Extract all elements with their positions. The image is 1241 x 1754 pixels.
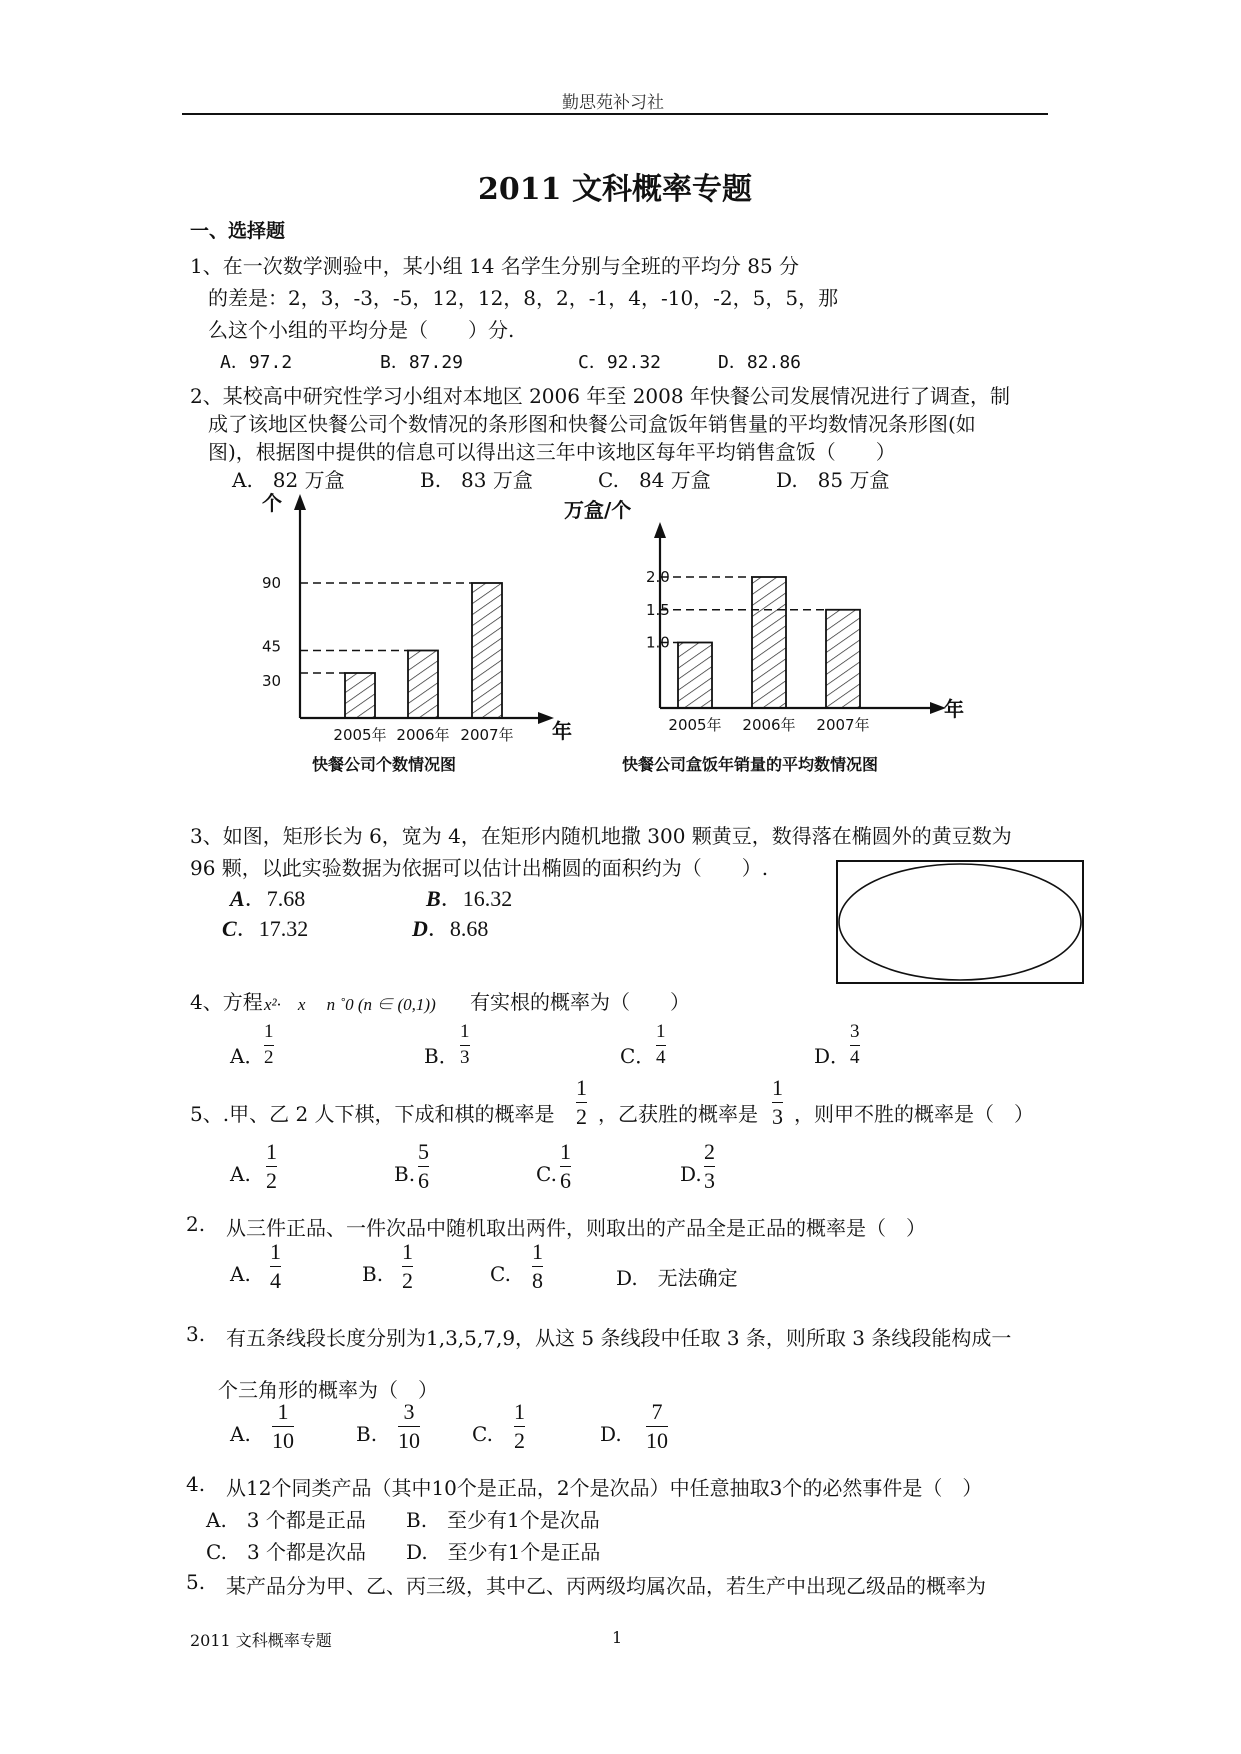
q6-option-a-fraction: 1 4 (270, 1239, 281, 1294)
q7-option-d-label: D. (600, 1422, 622, 1446)
chart-lunchbox-sales (564, 498, 964, 774)
q2-option-a: A. 82 万盒 (232, 468, 345, 492)
q5-part1: 5、.甲、乙 2 人下棋，下成和棋的概率是 (190, 1102, 555, 1126)
y-axis-label: 个 (262, 491, 282, 515)
q7-option-b-fraction: 3 10 (398, 1399, 420, 1454)
q4-option-b-fraction: 1 3 (460, 1021, 470, 1068)
rectangle-ellipse-figure (836, 860, 1086, 986)
q9-text: 某产品分为甲、乙、丙三级，其中乙、丙两级均属次品，若生产中出现乙级品的概率为 (226, 1574, 986, 1598)
q8-option-d: D. 至少有1个是正品 (406, 1540, 601, 1564)
q7-number: 3. (186, 1322, 206, 1346)
q5-part3: ，则甲不胜的概率是（ ） (794, 1102, 1034, 1126)
q6-text: 从三件正品、一件次品中随机取出两件，则取出的产品全是正品的概率是（ ） (226, 1216, 926, 1240)
q3-option-a: A．7.68 (230, 886, 306, 911)
q7-line2: 个三角形的概率为（ ） (218, 1378, 438, 1402)
q3-option-b: B．16.32 (426, 886, 513, 911)
bar (752, 577, 786, 708)
q1-option-b: B．87.29 (380, 352, 464, 373)
x-axis-label: 年 (552, 719, 572, 743)
q1-option-d: D．82.86 (718, 352, 802, 373)
q2-line3: 图)，根据图中提供的信息可以得出这三年中该地区每年平均销售盒饭（ ） (208, 440, 896, 464)
y-tick-label: 30 (262, 672, 282, 690)
q7-option-c-fraction: 1 2 (514, 1399, 525, 1454)
x-tick-label: 2007年 (460, 726, 514, 744)
q7-option-a-fraction: 1 10 (272, 1399, 294, 1454)
q2-line2: 成了该地区快餐公司个数情况的条形图和快餐公司盒饭年销售量的平均数情况条形图(如 (208, 412, 976, 436)
q4-formula: x²· x n ˚0 (n ∈ (0,1)) (264, 995, 436, 1014)
q8-option-b: B. 至少有1个是次品 (406, 1508, 600, 1532)
x-tick-label: 2005年 (668, 716, 722, 734)
q5-option-a-fraction: 1 2 (266, 1139, 277, 1194)
q4-suffix: 有实根的概率为（ ） (470, 990, 690, 1014)
y-tick-label: 1.5 (646, 600, 670, 619)
chart-company-count (262, 491, 572, 774)
q5-option-c-label: C. (536, 1162, 557, 1186)
y-tick-label: 2.0 (646, 568, 670, 586)
q5-option-a-label: A. (230, 1162, 251, 1186)
q8-option-c: C. 3 个都是次品 (206, 1540, 367, 1564)
q2-line1: 2、某校高中研究性学习小组对本地区 2006 年至 2008 年快餐公司发展情况进行了调查，制 (190, 384, 1010, 408)
document-title: 2011 文科概率专题 (478, 172, 752, 207)
y-tick-label: 90 (262, 574, 282, 592)
q5-option-d-fraction: 2 3 (704, 1139, 715, 1194)
footer-title: 2011 文科概率专题 (190, 1631, 332, 1650)
q1-line2: 的差是：2，3，-3，-5，12，12，8，2，-1，4，-10，-2，5，5，那 (208, 286, 839, 310)
page-header: 勤思苑补习社 (562, 93, 664, 113)
q6-option-c-fraction: 1 8 (532, 1239, 543, 1294)
q6-option-b-label: B. (362, 1262, 384, 1286)
ellipse-shape (839, 864, 1081, 980)
x-tick-label: 2007年 (816, 716, 870, 734)
q8-number: 4. (186, 1472, 206, 1496)
chart-title: 快餐公司盒饭年销量的平均数情况图 (622, 755, 879, 774)
q3-line2: 96 颗，以此实验数据为依据可以估计出椭圆的面积约为（ ）. (190, 856, 769, 880)
q5-part2: ，乙获胜的概率是 (598, 1102, 758, 1126)
rectangle-shape (837, 861, 1083, 983)
q5-option-b-label: B. (394, 1162, 416, 1186)
q2-option-b: B. 83 万盒 (420, 468, 533, 492)
x-tick-label: 2006年 (396, 726, 450, 744)
chart-title: 快餐公司个数情况图 (312, 755, 457, 774)
q4-option-a-label: A． (230, 1044, 265, 1068)
footer-page-number: 1 (612, 1628, 623, 1647)
q3-option-c: C．17.32 (222, 916, 309, 941)
q4-option-c-fraction: 1 4 (656, 1021, 666, 1068)
q5-fraction-win: 1 3 (772, 1075, 783, 1130)
bar (826, 610, 860, 708)
q4-option-b-label: B． (424, 1044, 459, 1068)
x-tick-label: 2005年 (333, 726, 387, 744)
q4-option-a-fraction: 1 2 (264, 1021, 274, 1068)
q6-option-c-label: C. (490, 1262, 511, 1286)
q1-option-a: A．97.2 (220, 352, 293, 373)
q6-option-d: D. 无法确定 (616, 1266, 738, 1290)
y-axis-arrow (654, 522, 666, 538)
q7-option-d-fraction: 7 10 (646, 1399, 668, 1454)
q6-number: 2. (186, 1212, 206, 1236)
q2-option-c: C. 84 万盒 (598, 468, 711, 492)
q5-option-d-label: D. (680, 1162, 702, 1186)
q5-option-c-fraction: 1 6 (560, 1139, 571, 1194)
y-axis-label: 万盒/个 (564, 498, 632, 522)
q8-option-a: A. 3 个都是正品 (206, 1508, 366, 1532)
q4-option-d-label: D． (814, 1044, 851, 1068)
q4-option-d-fraction: 3 4 (850, 1021, 860, 1068)
bar (472, 583, 502, 718)
bar (345, 673, 375, 718)
y-tick-label: 45 (262, 637, 282, 656)
y-tick-label: 1.0 (646, 633, 670, 652)
section-heading: 一、选择题 (190, 220, 286, 242)
q3-line1: 3、如图，矩形长为 6，宽为 4，在矩形内随机地撒 300 颗黄豆，数得落在椭圆外的黄豆数为 (190, 824, 1012, 848)
q3-option-d: D．8.68 (412, 916, 489, 941)
q7-option-b-label: B. (356, 1422, 378, 1446)
q7-line1: 有五条线段长度分别为1,3,5,7,9，从这 5 条线段中任取 3 条，则所取 3 条线段能构成一 (226, 1326, 1012, 1350)
q5-option-b-fraction: 5 6 (418, 1139, 429, 1194)
q1-line1: 1、在一次数学测验中，某小组 14 名学生分别与全班的平均分 85 分 (190, 254, 800, 278)
x-axis-label: 年 (944, 697, 964, 721)
q5-fraction-draw: 1 2 (576, 1075, 587, 1130)
y-axis-arrow (294, 494, 306, 510)
q6-option-b-fraction: 1 2 (402, 1239, 413, 1294)
q7-option-a-label: A. (230, 1422, 251, 1446)
q7-option-c-label: C. (472, 1422, 493, 1446)
x-tick-label: 2006年 (742, 716, 796, 734)
q9-number: 5. (186, 1570, 206, 1594)
q8-text: 从12个同类产品（其中10个是正品，2个是次品）中任意抽取3个的必然事件是（ ） (226, 1476, 983, 1500)
bar (408, 651, 438, 719)
q2-option-d: D. 85 万盒 (776, 468, 890, 492)
q6-option-a-label: A. (230, 1262, 251, 1286)
q4-prefix: 4、方程 (190, 990, 263, 1014)
q4-option-c-label: C． (620, 1044, 656, 1068)
bar-charts (0, 0, 1241, 800)
q1-line3: 么这个小组的平均分是（ ）分. (208, 318, 515, 342)
bar (678, 643, 712, 709)
q1-option-c: C．92.32 (578, 352, 662, 373)
